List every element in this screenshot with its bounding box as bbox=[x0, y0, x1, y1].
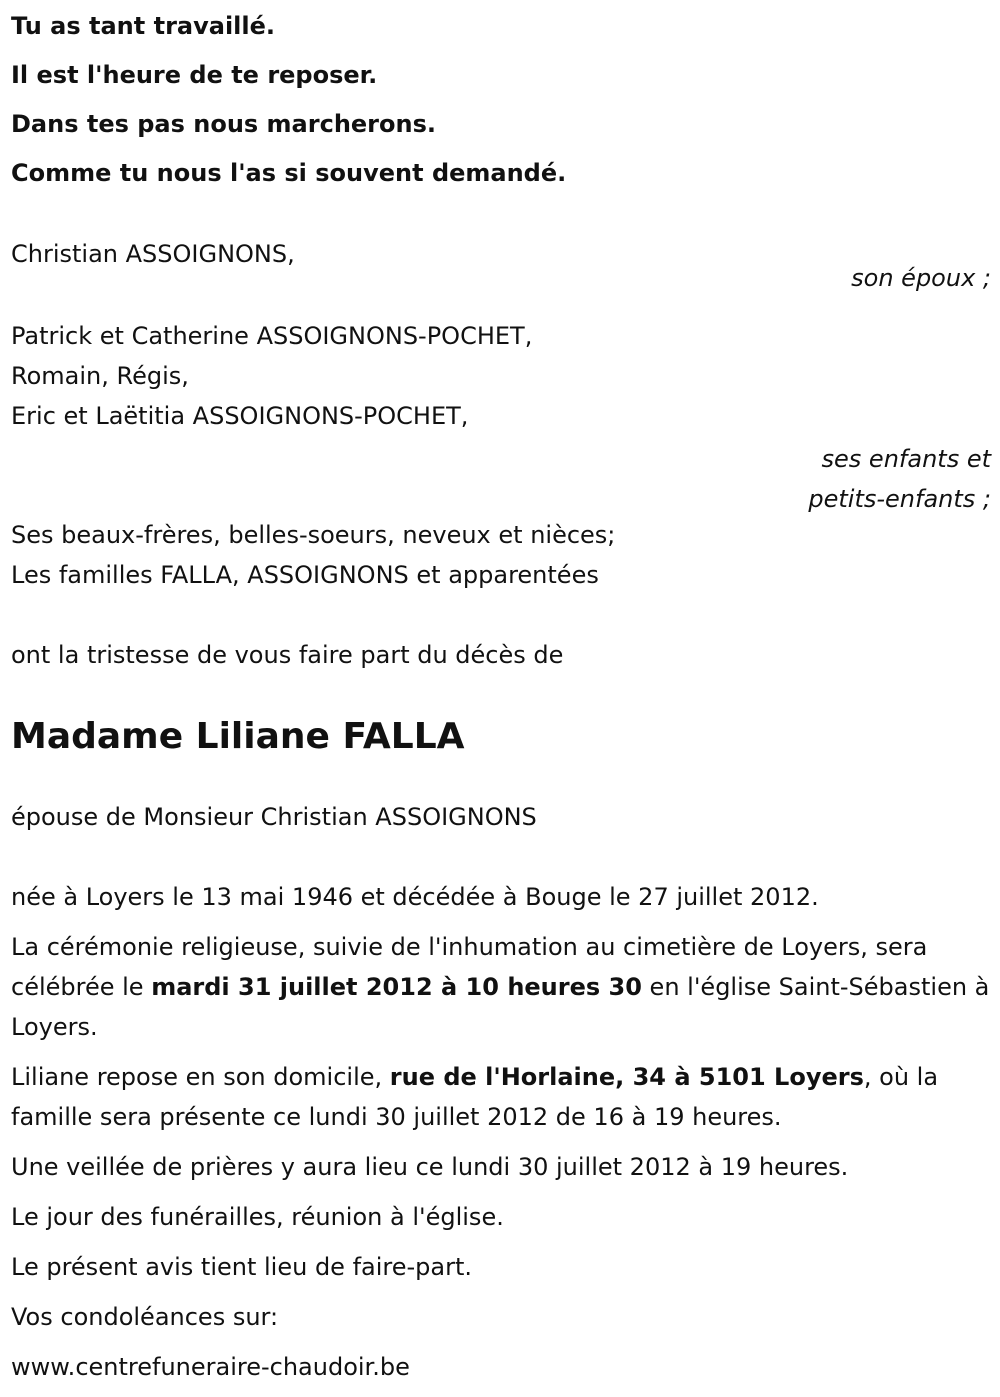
notice: Le présent avis tient lieu de faire-part. bbox=[11, 1253, 473, 1281]
poem-line-2: Il est l'heure de te reposer. bbox=[11, 61, 378, 89]
website-link[interactable]: www.centrefuneraire-chaudoir.be bbox=[11, 1353, 410, 1381]
extended-family-line-1: Ses beaux-frères, belles-soeurs, neveux et nièces; bbox=[11, 521, 616, 549]
announcement: ont la tristesse de vous faire part du décès de bbox=[11, 641, 564, 669]
rest-paragraph bbox=[11, 1057, 991, 1137]
rest-address: rue de l'Horlaine, 34 à 5101 Loyers bbox=[389, 1063, 864, 1091]
meeting: Le jour des funérailles, réunion à l'église. bbox=[11, 1203, 504, 1231]
ceremony-text-after: en l'église Saint-Sébastien à Loyers. bbox=[11, 973, 990, 1041]
deceased-name: Madame Liliane FALLA bbox=[11, 716, 465, 757]
spouse-role: son époux ; bbox=[851, 264, 991, 292]
poem bbox=[11, 6, 991, 202]
poem-line-4: Comme tu nous l'as si souvent demandé. bbox=[11, 159, 567, 187]
obituary-notice bbox=[11, 6, 991, 1397]
children-role-1: ses enfants et bbox=[821, 445, 991, 473]
children-role-2: petits-enfants ; bbox=[808, 485, 991, 513]
poem-line-1: Tu as tant travaillé. bbox=[11, 12, 276, 40]
poem-line-3: Dans tes pas nous marcherons. bbox=[11, 110, 436, 138]
child-line-2: Romain, Régis, bbox=[11, 362, 189, 390]
child-line-3: Eric et Laëtitia ASSOIGNONS-POCHET, bbox=[11, 402, 469, 430]
condolences-label: Vos condoléances sur: bbox=[11, 1303, 279, 1331]
child-line-1: Patrick et Catherine ASSOIGNONS-POCHET, bbox=[11, 322, 533, 350]
extended-family-line-2: Les familles FALLA, ASSOIGNONS et apparentées bbox=[11, 561, 599, 589]
vigil: Une veillée de prières y aura lieu ce lundi 30 juillet 2012 à 19 heures. bbox=[11, 1153, 849, 1181]
ceremony-date: mardi 31 juillet 2012 à 10 heures 30 bbox=[151, 973, 642, 1001]
spouse-of: épouse de Monsieur Christian ASSOIGNONS bbox=[11, 803, 537, 831]
spouse-name: Christian ASSOIGNONS, bbox=[11, 240, 295, 268]
birth-death: née à Loyers le 13 mai 1946 et décédée à Bouge le 27 juillet 2012. bbox=[11, 883, 819, 911]
rest-text-before: Liliane repose en son domicile, bbox=[11, 1063, 390, 1091]
ceremony-paragraph bbox=[11, 927, 991, 1047]
rest-text-after: , où la famille sera présente ce lundi 30 juillet 2012 de 16 à 19 heures. bbox=[11, 1063, 939, 1131]
ceremony-text-before: La cérémonie religieuse, suivie de l'inhumation au cimetière de Loyers, sera célébrée le bbox=[11, 933, 928, 1001]
